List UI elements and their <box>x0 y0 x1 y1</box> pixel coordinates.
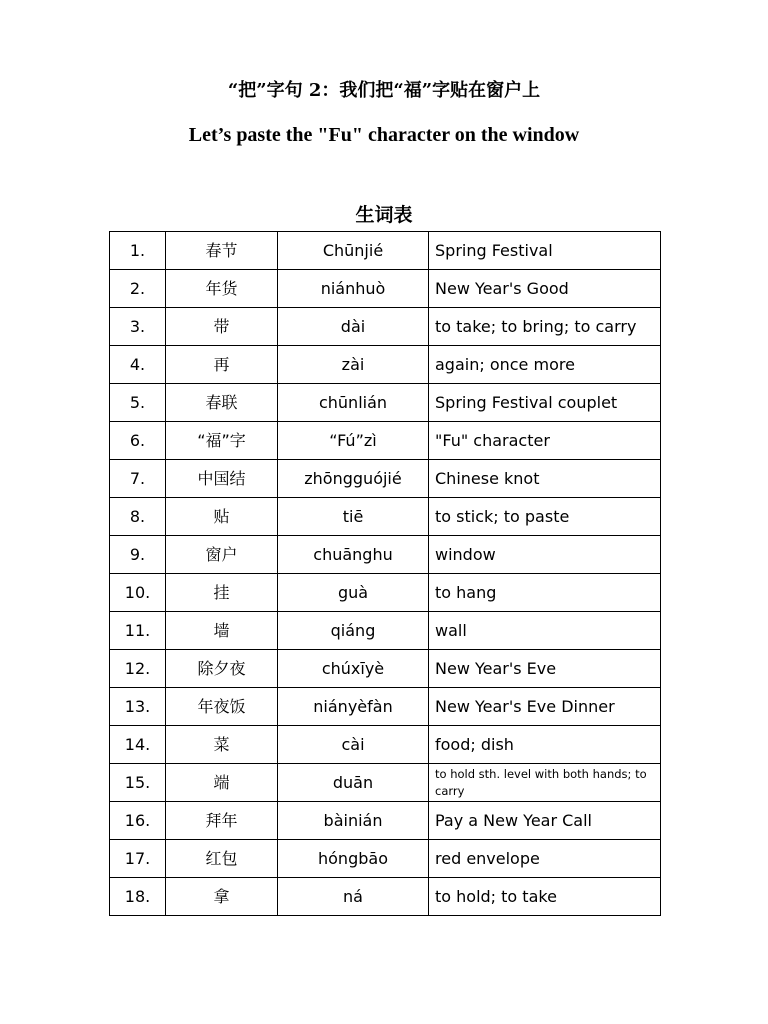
vocab-pinyin: cài <box>278 726 429 764</box>
vocab-chinese: 年货 <box>166 270 278 308</box>
vocab-number: 1. <box>110 232 166 270</box>
vocab-number: 5. <box>110 384 166 422</box>
vocab-number: 11. <box>110 612 166 650</box>
table-row <box>110 498 661 536</box>
vocab-english: New Year's Good <box>429 270 661 308</box>
vocab-pinyin: “Fú”zì <box>278 422 429 460</box>
table-row <box>110 536 661 574</box>
vocab-number: 8. <box>110 498 166 536</box>
vocab-number: 3. <box>110 308 166 346</box>
table-row <box>110 574 661 612</box>
vocab-number: 7. <box>110 460 166 498</box>
vocab-pinyin: zhōngguójié <box>278 460 429 498</box>
vocab-chinese: 墙 <box>166 612 278 650</box>
vocab-pinyin: zài <box>278 346 429 384</box>
vocab-english: window <box>429 536 661 574</box>
table-row <box>110 726 661 764</box>
vocab-number: 10. <box>110 574 166 612</box>
vocab-number: 17. <box>110 840 166 878</box>
vocab-chinese: 除夕夜 <box>166 650 278 688</box>
vocab-pinyin: Chūnjié <box>278 232 429 270</box>
vocab-number: 2. <box>110 270 166 308</box>
vocab-chinese: 挂 <box>166 574 278 612</box>
vocab-english: Pay a New Year Call <box>429 802 661 840</box>
table-row <box>110 878 661 916</box>
vocab-chinese: 年夜饭 <box>166 688 278 726</box>
vocab-pinyin: dài <box>278 308 429 346</box>
vocab-number: 6. <box>110 422 166 460</box>
vocab-chinese: 再 <box>166 346 278 384</box>
table-row <box>110 422 661 460</box>
vocab-number: 13. <box>110 688 166 726</box>
vocab-pinyin: duān <box>278 764 429 802</box>
vocab-chinese: 菜 <box>166 726 278 764</box>
vocab-english: to hold sth. level with both hands; to carry <box>429 764 661 802</box>
vocab-number: 18. <box>110 878 166 916</box>
vocab-pinyin: qiáng <box>278 612 429 650</box>
table-row <box>110 460 661 498</box>
vocab-number: 15. <box>110 764 166 802</box>
vocab-number: 12. <box>110 650 166 688</box>
vocab-chinese: 贴 <box>166 498 278 536</box>
vocab-chinese: 拿 <box>166 878 278 916</box>
vocab-chinese: 端 <box>166 764 278 802</box>
table-row <box>110 612 661 650</box>
table-row <box>110 232 661 270</box>
vocab-chinese: 带 <box>166 308 278 346</box>
table-row <box>110 650 661 688</box>
vocab-english: New Year's Eve <box>429 650 661 688</box>
table-row <box>110 840 661 878</box>
vocab-english: to hold; to take <box>429 878 661 916</box>
vocab-pinyin: guà <box>278 574 429 612</box>
vocab-english: to stick; to paste <box>429 498 661 536</box>
table-row <box>110 688 661 726</box>
title-chinese: “把”字句 2：我们把“福”字贴在窗户上 <box>227 80 541 101</box>
vocab-number: 4. <box>110 346 166 384</box>
vocab-chinese: “福”字 <box>166 422 278 460</box>
table-row <box>110 346 661 384</box>
vocab-pinyin: chuānghu <box>278 536 429 574</box>
vocab-english: Chinese knot <box>429 460 661 498</box>
vocab-chinese: 拜年 <box>166 802 278 840</box>
vocab-chinese: 春联 <box>166 384 278 422</box>
table-row <box>110 802 661 840</box>
vocab-english: food; dish <box>429 726 661 764</box>
vocab-english: wall <box>429 612 661 650</box>
vocab-english: to hang <box>429 574 661 612</box>
vocab-number: 9. <box>110 536 166 574</box>
vocab-chinese: 中国结 <box>166 460 278 498</box>
vocab-pinyin: niánhuò <box>278 270 429 308</box>
vocab-pinyin: bàinián <box>278 802 429 840</box>
vocab-english: again; once more <box>429 346 661 384</box>
vocab-number: 14. <box>110 726 166 764</box>
vocab-english: red envelope <box>429 840 661 878</box>
vocab-table <box>109 231 661 916</box>
vocab-english: Spring Festival couplet <box>429 384 661 422</box>
vocab-chinese: 春节 <box>166 232 278 270</box>
vocab-english: "Fu" character <box>429 422 661 460</box>
table-row <box>110 384 661 422</box>
vocab-english: to take; to bring; to carry <box>429 308 661 346</box>
vocab-number: 16. <box>110 802 166 840</box>
vocab-english: Spring Festival <box>429 232 661 270</box>
table-row <box>110 764 661 802</box>
vocab-pinyin: niányèfàn <box>278 688 429 726</box>
vocab-pinyin: hóngbāo <box>278 840 429 878</box>
vocab-pinyin: tiē <box>278 498 429 536</box>
vocab-chinese: 红包 <box>166 840 278 878</box>
title-english: Let’s paste the "Fu" character on the window <box>188 124 580 146</box>
table-row <box>110 308 661 346</box>
vocab-english: New Year's Eve Dinner <box>429 688 661 726</box>
vocab-pinyin: chūnlián <box>278 384 429 422</box>
vocab-heading: 生词表 <box>355 204 413 226</box>
table-row <box>110 270 661 308</box>
vocab-pinyin: ná <box>278 878 429 916</box>
vocab-chinese: 窗户 <box>166 536 278 574</box>
vocab-pinyin: chúxīyè <box>278 650 429 688</box>
